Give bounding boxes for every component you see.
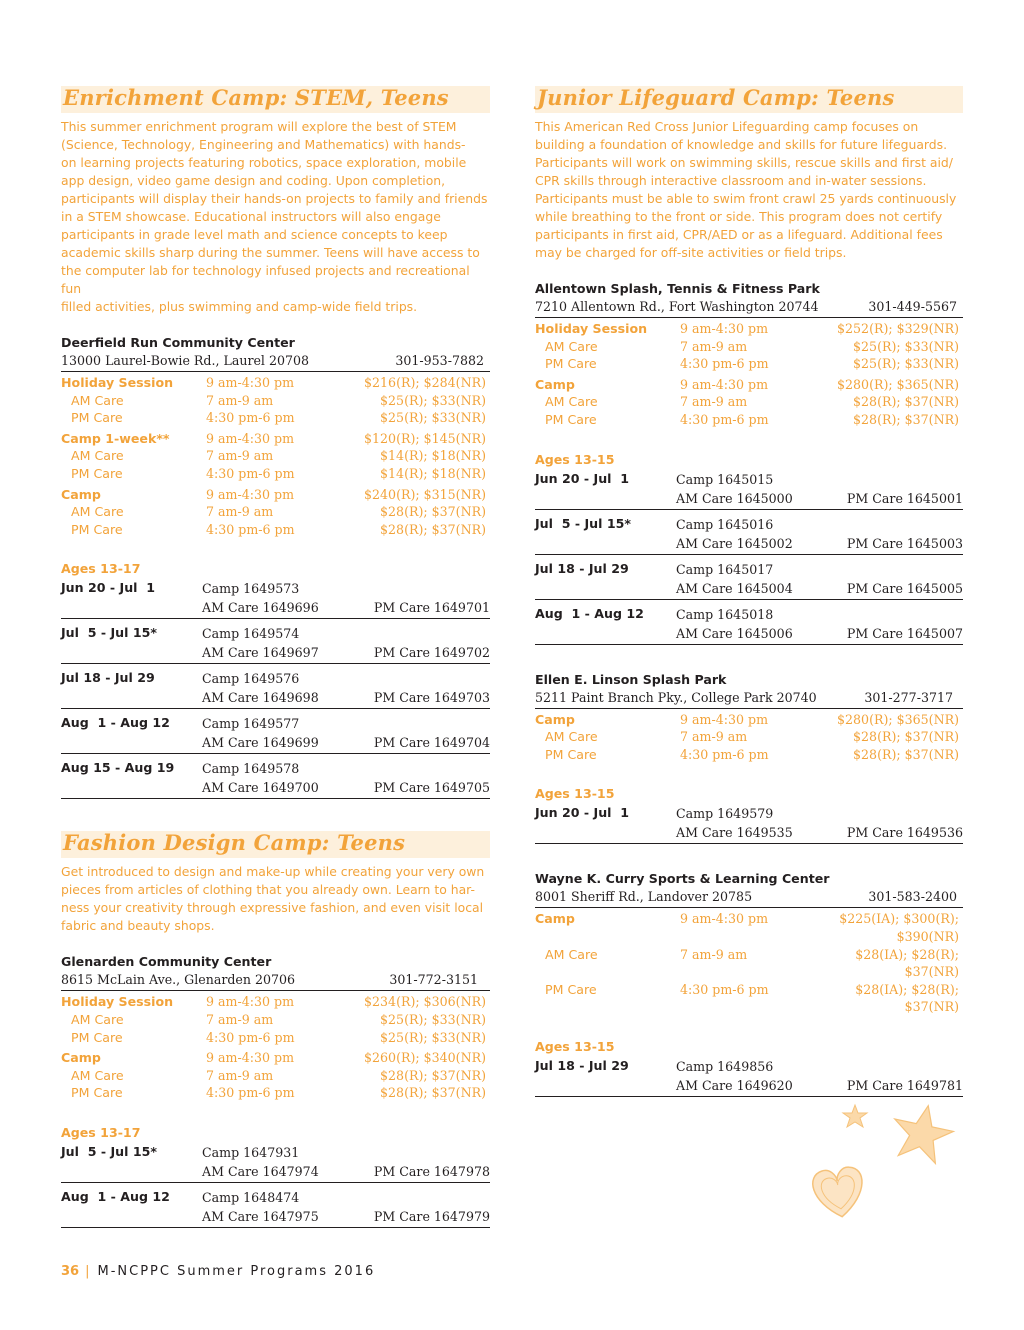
care-codes-line: [202, 598, 490, 617]
description-line: This summer enrichment program will explore the best of STEM: [61, 119, 457, 134]
am-care-code: AM Care 1647975: [202, 1208, 319, 1224]
fee-price: $25(R); $33(NR): [380, 1011, 486, 1027]
fee-row: [61, 465, 490, 483]
description-line: This American Red Cross Junior Lifeguarding camp focuses on: [535, 119, 919, 134]
fee-label: Camp: [61, 486, 101, 502]
pm-care-code: PM Care 1649781: [846, 1077, 963, 1093]
am-care-code: AM Care 1649699: [202, 735, 319, 751]
am-care-code: AM Care 1647974: [202, 1163, 319, 1179]
fee-price: $216(R); $284(NR): [364, 375, 486, 390]
fee-label: PM Care: [71, 1029, 123, 1045]
fee-row: [61, 1011, 490, 1029]
pm-care-code: PM Care 1645001: [846, 490, 963, 506]
fee-label: AM Care: [71, 448, 124, 464]
description-line: app design, video game design and coding. Upon completion,: [61, 173, 446, 188]
fee-time: 4:30 pm-6 pm: [680, 411, 769, 427]
fee-price: $25(R); $33(NR): [380, 410, 486, 426]
fee-row: [61, 521, 490, 539]
fee-time: 9 am-4:30 pm: [680, 376, 769, 392]
fee-label: PM Care: [545, 356, 597, 372]
pm-care-code: PM Care 1645003: [846, 535, 963, 551]
camp-code: Camp 1645015: [676, 471, 774, 487]
fee-row: [61, 503, 490, 521]
schedule-table: [535, 469, 963, 645]
fee-price: $14(R); $18(NR): [380, 448, 486, 464]
fee-time: 7 am-9 am: [206, 1067, 274, 1083]
fee-price: $14(R); $18(NR): [380, 465, 486, 481]
fee-label: AM Care: [71, 1011, 124, 1027]
venue-address-line: [61, 352, 490, 372]
care-codes-line: [676, 534, 963, 553]
fee-row: [535, 946, 963, 981]
fee-row: [61, 409, 490, 427]
footer-separator: |: [85, 1264, 92, 1279]
care-codes-line: [202, 643, 490, 662]
am-care-code: AM Care 1645000: [676, 490, 793, 506]
schedule-row: [61, 758, 490, 799]
footer-text: M-NCPPC Summer Programs 2016: [97, 1264, 376, 1279]
page-number: 36: [61, 1264, 80, 1279]
pm-care-code: PM Care 1649703: [373, 690, 490, 706]
fee-table: [535, 320, 963, 429]
pm-care-code: PM Care 1647979: [373, 1208, 490, 1224]
schedule-row: [535, 1056, 963, 1097]
fee-time: 4:30 pm-6 pm: [206, 465, 295, 481]
fee-price: $25(R); $33(NR): [380, 1029, 486, 1045]
venue-phone: 301-953-7882: [395, 353, 484, 368]
fee-price: $28(R); $37(NR): [380, 1085, 486, 1101]
venue-phone: 301-449-5567: [868, 299, 957, 314]
venue: [61, 334, 490, 799]
venue-address-line: [61, 971, 490, 991]
age-range: Ages 13-17: [61, 1124, 141, 1140]
age-range: Ages 13-15: [535, 451, 615, 467]
schedule-row: [535, 469, 963, 510]
care-codes-line: [202, 1162, 490, 1181]
fee-price: $240(R); $315(NR): [364, 486, 486, 502]
course-codes: [202, 579, 490, 617]
left-column: [61, 86, 490, 1228]
fee-price: $234(R); $306(NR): [364, 994, 486, 1010]
description-line: fabric and beauty shops.: [61, 918, 215, 934]
venue: [61, 953, 490, 1228]
pm-care-code: PM Care 1647978: [373, 1163, 490, 1179]
fee-label: AM Care: [71, 1067, 124, 1083]
fee-price: $28(IA); $28(R); $37(NR): [855, 981, 959, 1015]
fee-price: $28(R); $37(NR): [853, 411, 959, 427]
venue-linson: [535, 671, 963, 845]
fee-label: Holiday Session: [61, 994, 174, 1010]
venue-name: Glenarden Community Center: [61, 954, 272, 970]
session-dates: Jul 18 - Jul 29: [61, 670, 155, 686]
fee-row: [61, 430, 490, 448]
description-line: Get introduced to design and make-up while creating your very own: [61, 864, 485, 880]
camp-code: Camp 1648474: [202, 1189, 300, 1205]
pm-care-code: PM Care 1645007: [846, 625, 963, 641]
session-dates: Aug 1 - Aug 12: [61, 715, 170, 731]
am-care-code: AM Care 1649535: [676, 825, 793, 841]
course-codes: [202, 759, 490, 797]
fee-time: 7 am-9 am: [206, 392, 274, 408]
course-codes: [676, 605, 963, 643]
fee-label: Camp 1-week**: [61, 430, 170, 446]
fee-label: AM Care: [71, 392, 124, 408]
fee-row: [535, 320, 963, 338]
fee-price: $25(R); $33(NR): [380, 392, 486, 408]
description-line: in a STEM showcase. Educational instructors will also engage: [61, 209, 441, 224]
course-codes: [676, 515, 963, 553]
fee-row: [61, 486, 490, 504]
course-codes: [676, 804, 963, 842]
schedule-row: [535, 514, 963, 555]
fee-label: PM Care: [71, 410, 123, 426]
camp-code: Camp 1649856: [676, 1058, 774, 1074]
fee-time: 9 am-4:30 pm: [206, 375, 295, 390]
fee-time: 4:30 pm-6 pm: [680, 746, 769, 762]
camp-code: Camp 1645017: [676, 561, 774, 577]
description-line: may be charged for off-site activities or field trips.: [535, 245, 847, 260]
description-line: the computer lab for technology infused projects and recreational fun: [61, 263, 470, 296]
pm-care-code: PM Care 1649536: [846, 825, 963, 841]
fee-price: $28(R); $37(NR): [853, 394, 959, 410]
venue-address: 13000 Laurel-Bowie Rd., Laurel 20708: [61, 353, 310, 368]
fee-time: 7 am-9 am: [680, 338, 748, 354]
camp-code: Camp 1649579: [676, 806, 774, 822]
schedule-row: [61, 713, 490, 754]
fee-label: Camp: [535, 376, 575, 392]
fee-label: Holiday Session: [61, 375, 174, 390]
heart-icon: [811, 1165, 867, 1220]
course-codes: [676, 560, 963, 598]
fee-price: $260(R); $340(NR): [364, 1050, 486, 1066]
am-care-code: AM Care 1645006: [676, 625, 793, 641]
description-line: Participants must be able to swim front crawl 25 yards continuously: [535, 191, 957, 206]
fee-row: [61, 1029, 490, 1047]
fee-label: PM Care: [71, 465, 123, 481]
fee-row: [535, 981, 963, 1016]
course-codes: [202, 624, 490, 662]
fee-label: PM Care: [545, 746, 597, 762]
am-care-code: AM Care 1645004: [676, 580, 793, 596]
fee-label: AM Care: [545, 946, 598, 962]
fee-label: AM Care: [545, 338, 598, 354]
fee-table: [61, 993, 490, 1102]
session-dates: Jun 20 - Jul 1: [535, 805, 630, 821]
fee-time: 7 am-9 am: [206, 448, 274, 464]
course-codes: [676, 470, 963, 508]
fee-time: 9 am-4:30 pm: [680, 911, 769, 927]
session-dates: Jul 5 - Jul 15*: [61, 625, 157, 641]
session-dates: Aug 1 - Aug 12: [535, 605, 644, 621]
course-codes: [202, 669, 490, 707]
schedule-row: [61, 1187, 490, 1228]
fee-row: [61, 1084, 490, 1102]
am-care-code: AM Care 1645002: [676, 535, 793, 551]
venue-address-line: [535, 888, 963, 908]
schedule-row: [61, 1142, 490, 1183]
care-codes-line: [676, 823, 963, 842]
care-codes-line: [676, 579, 963, 598]
fee-label: AM Care: [71, 504, 124, 520]
camp-code: Camp 1647931: [202, 1144, 300, 1160]
page-footer: [61, 1264, 375, 1279]
venue-name: Wayne K. Curry Sports & Learning Center: [535, 871, 830, 887]
description-line: filled activities, plus swimming and camp-wide field trips.: [61, 299, 418, 314]
fee-price: $28(R); $37(NR): [853, 729, 959, 745]
fee-time: 4:30 pm-6 pm: [680, 356, 769, 372]
venue-address-line: [535, 689, 963, 709]
fee-row: [535, 910, 963, 945]
schedule-row: [535, 559, 963, 600]
small-star-icon: [843, 1105, 867, 1127]
fee-label: PM Care: [545, 411, 597, 427]
fee-row: [535, 711, 963, 729]
am-care-code: AM Care 1649620: [676, 1077, 793, 1093]
schedule-row: [61, 578, 490, 619]
am-care-code: AM Care 1649696: [202, 600, 319, 616]
session-dates: Jul 18 - Jul 29: [535, 560, 629, 576]
camp-code: Camp 1649574: [202, 626, 300, 642]
fee-table: [61, 374, 490, 538]
venue-phone: 301-772-3151: [389, 972, 478, 988]
session-dates: Aug 15 - Aug 19: [61, 760, 175, 776]
am-care-code: AM Care 1649697: [202, 645, 319, 661]
right-column: [535, 86, 963, 1097]
pm-care-code: PM Care 1649702: [373, 645, 490, 661]
schedule-row: [61, 623, 490, 664]
venue-address: 8001 Sheriff Rd., Landover 20785: [535, 889, 753, 905]
section-title-bar: [61, 86, 490, 113]
fee-row: [535, 393, 963, 411]
venue-address: 8615 McLain Ave., Glenarden 20706: [61, 972, 296, 988]
session-dates: Jun 20 - Jul 1: [61, 580, 156, 596]
fee-price: $28(R); $37(NR): [853, 746, 959, 762]
course-codes: [676, 1057, 963, 1095]
fee-price: $120(R); $145(NR): [364, 430, 486, 446]
venue-allentown: [535, 280, 963, 645]
fee-row: [61, 392, 490, 410]
venue-name: Ellen E. Linson Splash Park: [535, 671, 727, 687]
fee-time: 4:30 pm-6 pm: [206, 410, 295, 426]
am-care-code: AM Care 1649698: [202, 690, 319, 706]
fee-time: 7 am-9 am: [680, 946, 748, 962]
description-line: participants in grade level math and science concepts to keep: [61, 227, 448, 242]
fee-table: [535, 711, 963, 764]
camp-code: Camp 1649576: [202, 671, 300, 687]
description-line: Participants will work on swimming skills, rescue skills and first aid/: [535, 155, 953, 170]
fee-time: 7 am-9 am: [680, 394, 748, 410]
fee-price: $25(R); $33(NR): [853, 356, 959, 372]
pm-care-code: PM Care 1649701: [373, 600, 490, 616]
section-description: [535, 118, 963, 262]
large-star-icon: [887, 1099, 957, 1165]
description-line: (Science, Technology, Engineering and Mathematics) with hands-: [61, 137, 466, 152]
fee-price: $28(R); $37(NR): [380, 504, 486, 520]
fee-label: PM Care: [71, 1085, 123, 1101]
session-dates: Jun 20 - Jul 1: [535, 470, 630, 486]
fee-row: [535, 728, 963, 746]
fee-time: 4:30 pm-6 pm: [680, 981, 769, 997]
session-dates: Jul 5 - Jul 15*: [61, 1143, 157, 1159]
age-range: Ages 13-15: [535, 1038, 615, 1054]
care-codes-line: [202, 733, 490, 752]
schedule-table: [535, 1056, 963, 1097]
venue-phone: 301-583-2400: [868, 889, 957, 905]
description-line: academic skills sharp during the summer. Teens will have access to: [61, 245, 480, 260]
description-line: pieces from articles of clothing that you already own. Learn to har-: [61, 882, 475, 898]
venue-curry: [535, 870, 963, 1097]
pm-care-code: PM Care 1649705: [373, 780, 490, 796]
camp-code: Camp 1649578: [202, 761, 300, 777]
schedule-row: [535, 604, 963, 645]
fee-row: [535, 376, 963, 394]
venue-phone: 301-277-3717: [864, 689, 953, 705]
fee-price: $280(R); $365(NR): [837, 376, 959, 392]
session-dates: Jul 5 - Jul 15*: [535, 515, 631, 531]
fee-time: 9 am-4:30 pm: [206, 1050, 295, 1066]
description-line: ness your creativity through expressive fashion, and even visit local: [61, 900, 484, 916]
fee-time: 9 am-4:30 pm: [680, 711, 769, 727]
care-codes-line: [202, 1207, 490, 1226]
fee-row: [61, 1049, 490, 1067]
camp-code: Camp 1649577: [202, 716, 300, 732]
camp-code: Camp 1649573: [202, 581, 300, 597]
session-dates: Jul 18 - Jul 29: [535, 1057, 629, 1073]
fee-label: Camp: [535, 911, 575, 927]
section-title: Enrichment Camp: STEM, Teens: [63, 85, 449, 110]
session-dates: Aug 1 - Aug 12: [61, 1188, 170, 1204]
camp-code: Camp 1645016: [676, 516, 774, 532]
age-range: Ages 13-17: [61, 561, 141, 577]
venue-name: Allentown Splash, Tennis & Fitness Park: [535, 281, 820, 296]
fee-price: $252(R); $329(NR): [837, 321, 959, 336]
fee-time: 9 am-4:30 pm: [206, 430, 295, 446]
venue-address: 7210 Allentown Rd., Fort Washington 20744: [535, 299, 819, 314]
fee-label: PM Care: [545, 981, 597, 997]
venue-address-line: [535, 298, 963, 318]
fee-price: $280(R); $365(NR): [837, 711, 959, 727]
fee-row: [61, 447, 490, 465]
pm-care-code: PM Care 1645005: [846, 580, 963, 596]
fee-row: [61, 1067, 490, 1085]
description-line: while breathing to the front or side. This program does not certify: [535, 209, 943, 224]
fee-table: [535, 910, 963, 1016]
fee-time: 4:30 pm-6 pm: [206, 1085, 295, 1101]
description-line: participants will display their hands-on projects to family and friends: [61, 191, 488, 206]
care-codes-line: [676, 624, 963, 643]
fee-time: 7 am-9 am: [206, 1011, 274, 1027]
course-codes: [202, 1188, 490, 1226]
fee-price: $25(R); $33(NR): [853, 338, 959, 354]
description-line: CPR skills through interactive classroom and in-water sessions.: [535, 173, 927, 188]
venue-address: 5211 Paint Branch Pky., College Park 20740: [535, 689, 817, 705]
am-care-code: AM Care 1649700: [202, 780, 319, 796]
description-line: participants in first aid, CPR/AED or as a lifeguard. Additional fees: [535, 227, 943, 242]
fee-label: AM Care: [545, 729, 598, 745]
fee-time: 7 am-9 am: [206, 504, 274, 520]
section-title: Fashion Design Camp: Teens: [63, 830, 406, 856]
fee-row: [535, 355, 963, 373]
fee-label: Camp: [535, 711, 575, 727]
section-description: [61, 118, 490, 316]
section-title: Junior Lifeguard Camp: Teens: [537, 85, 895, 110]
section-title-bar: [535, 86, 963, 113]
fee-time: 7 am-9 am: [680, 729, 748, 745]
fee-price: $28(R); $37(NR): [380, 1067, 486, 1083]
care-codes-line: [202, 688, 490, 707]
fee-price: $28(IA); $28(R); $37(NR): [855, 946, 959, 980]
section-title-bar: [61, 831, 490, 858]
fee-time: 4:30 pm-6 pm: [206, 1029, 295, 1045]
schedule-row: [61, 668, 490, 709]
fee-row: [535, 746, 963, 764]
fee-time: 4:30 pm-6 pm: [206, 521, 295, 537]
fee-price: $225(IA); $300(R); $390(NR): [839, 911, 959, 944]
description-line: building a foundation of knowledge and skills for future lifeguards.: [535, 137, 948, 152]
course-codes: [202, 714, 490, 752]
fee-row: [535, 338, 963, 356]
schedule-row: [535, 803, 963, 844]
fee-row: [535, 411, 963, 429]
age-range: Ages 13-15: [535, 786, 615, 802]
section-description: [61, 863, 490, 935]
stem-section: [61, 86, 490, 799]
care-codes-line: [202, 778, 490, 797]
fee-time: 9 am-4:30 pm: [206, 994, 295, 1010]
description-line: on learning projects featuring robotics, space exploration, mobile: [61, 155, 467, 170]
fee-label: PM Care: [71, 521, 123, 537]
camp-code: Camp 1645018: [676, 606, 774, 622]
care-codes-line: [676, 1076, 963, 1095]
fashion-section: [61, 831, 490, 1228]
schedule-table: [61, 1142, 490, 1228]
fee-time: 9 am-4:30 pm: [206, 486, 295, 502]
fee-label: Holiday Session: [535, 321, 648, 336]
schedule-table: [61, 578, 490, 799]
schedule-table: [535, 803, 963, 844]
fee-row: [61, 374, 490, 392]
decoration-stars-heart: [800, 1095, 960, 1225]
fee-label: Camp: [61, 1050, 101, 1066]
care-codes-line: [676, 489, 963, 508]
course-codes: [202, 1143, 490, 1181]
fee-row: [61, 993, 490, 1011]
fee-price: $28(R); $37(NR): [380, 521, 486, 537]
fee-time: 9 am-4:30 pm: [680, 321, 769, 336]
fee-label: AM Care: [545, 394, 598, 410]
lifeguard-section: [535, 86, 963, 1097]
pm-care-code: PM Care 1649704: [373, 735, 490, 751]
venue-name: Deerfield Run Community Center: [61, 335, 295, 350]
